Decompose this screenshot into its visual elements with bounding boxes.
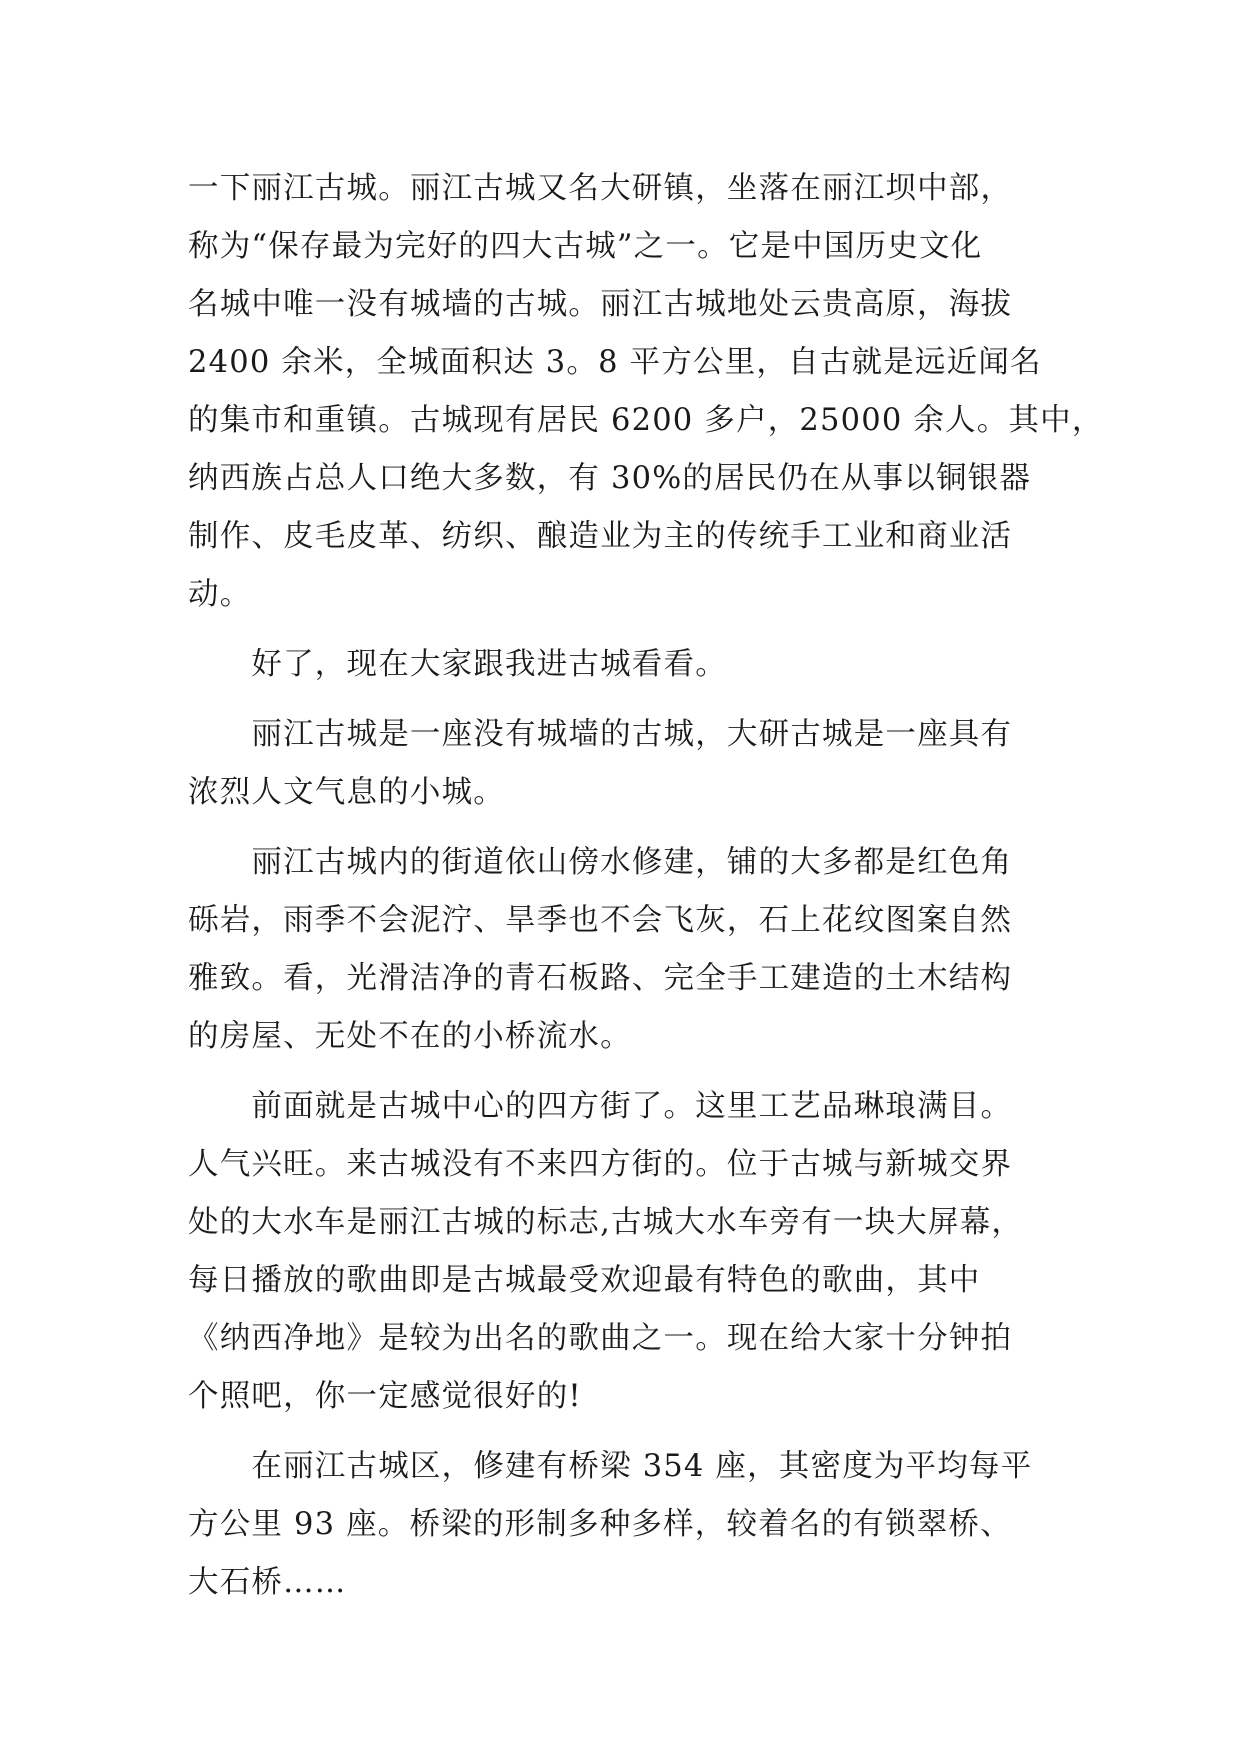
text-line: 在丽江古城区，修建有桥梁 354 座，其密度为平均每平 (188, 1449, 1033, 1484)
text-line: 个照吧，你一定感觉很好的! (188, 1379, 582, 1414)
text-line: 雅致。看，光滑洁净的青石板路、完全手工建造的土木结构 (188, 961, 1013, 996)
text-line: 大石桥…… (188, 1565, 347, 1600)
text-line: 丽江古城内的街道依山傍水修建，铺的大多都是红色角 (188, 845, 1013, 880)
text-line: 每日播放的歌曲即是古城最受欢迎最有特色的歌曲，其中 (188, 1263, 981, 1298)
text-line: 动。 (188, 577, 252, 612)
text-line: 砾岩，雨季不会泥泞、旱季也不会飞灰，石上花纹图案自然 (188, 903, 1013, 938)
text-line: 《纳西净地》是较为出名的歌曲之一。现在给大家十分钟拍 (188, 1321, 1013, 1356)
text-line: 处的大水车是丽江古城的标志,古城大水车旁有一块大屏幕， (188, 1205, 1024, 1240)
text-line: 2400 余米，全城面积达 3。8 平方公里，自古就是远近闻名 (188, 345, 1042, 380)
text-line: 好了，现在大家跟我进古城看看。 (188, 647, 727, 682)
text-line: 浓烈人文气息的小城。 (188, 775, 505, 810)
text-line: 前面就是古城中心的四方街了。这里工艺品琳琅满目。 (188, 1089, 1013, 1124)
text-line: 方公里 93 座。桥梁的形制多种多样，较着名的有锁翠桥、 (188, 1507, 1012, 1542)
text-line: 纳西族占总人口绝大多数，有 30%的居民仍在从事以铜银器 (188, 461, 1032, 496)
text-line: 人气兴旺。来古城没有不来四方街的。位于古城与新城交界 (188, 1147, 1013, 1182)
body-text (188, 160, 1104, 1612)
text-line: 的集市和重镇。古城现有居民 6200 多户，25000 余人。其中， (188, 403, 1104, 438)
text-line: 的房屋、无处不在的小桥流水。 (188, 1019, 632, 1054)
text-line: 制作、皮毛皮革、纺织、酿造业为主的传统手工业和商业活 (188, 519, 1013, 554)
text-line: 称为“保存最为完好的四大古城”之一。它是中国历史文化 (188, 229, 983, 264)
text-line: 名城中唯一没有城墙的古城。丽江古城地处云贵高原，海拔 (188, 287, 1013, 322)
text-line: 丽江古城是一座没有城墙的古城，大研古城是一座具有 (188, 717, 1013, 752)
text-line: 一下丽江古城。丽江古城又名大研镇，坐落在丽江坝中部， (188, 171, 1013, 206)
